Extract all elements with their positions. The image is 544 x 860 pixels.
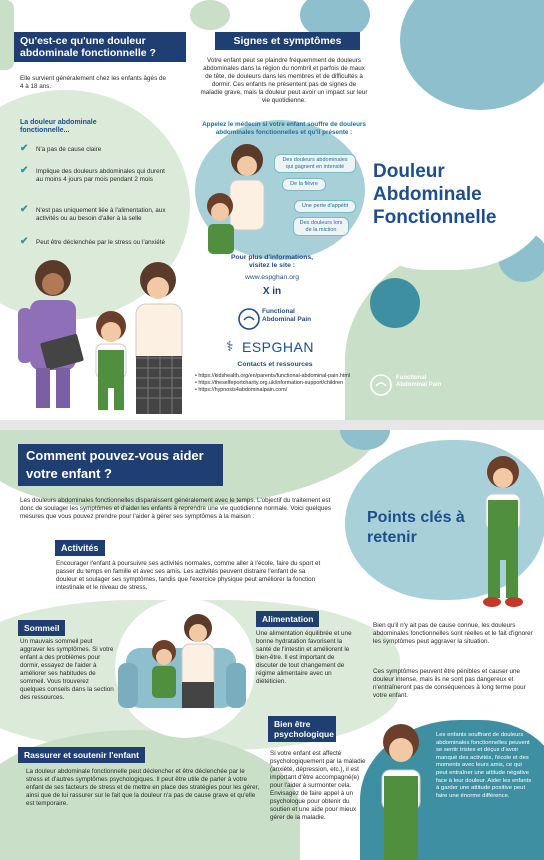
family-illustration xyxy=(8,258,198,418)
espghan-logo xyxy=(226,338,336,358)
sad-child-illustration xyxy=(470,450,536,615)
reassure-heading-text: Rassurer et soutenir l'enfant xyxy=(24,750,139,760)
signs-heading xyxy=(215,32,360,50)
cover-title: Douleur Abdominale Fonctionnelle xyxy=(373,161,497,228)
signs-heading-text: Signes et symptômes xyxy=(233,35,342,47)
website-link[interactable]: www.espghan.org xyxy=(244,274,300,281)
symptom-pill-3: Une perte d'appétit xyxy=(294,200,356,213)
brochure-page-2 xyxy=(0,430,544,860)
fap-logo xyxy=(238,306,328,336)
blue-blob-topright xyxy=(400,0,544,110)
cover-logo-text: Functional Abdominal Pain xyxy=(396,375,442,388)
help-intro: Les douleurs abdominales fonctionnelles disparaissent généralement avec le temps. L'objectif du traitement est donc de soulager les symptômes et d'aider les enfants à reprendre une vie quotidienne normale. Voici quelques mesures que vous pouvez prendre pour l'aider à gérer ses symptômes à la maison : xyxy=(20,497,331,520)
fap-logo-text: Functional Abdominal Pain xyxy=(262,308,312,323)
espghan-logo-text: ESPGHAN xyxy=(242,339,314,355)
check-icon: ✔ xyxy=(20,165,29,176)
resource-list xyxy=(195,373,360,394)
check-icon: ✔ xyxy=(20,236,29,247)
activities-text: Encourager l'enfant à poursuivre ses activités normales, comme aller à l'école, faire du sport et passer du temps en famille et avec ses amis. Les activités peuvent distraire l'enfant de sa douleur et soulager ses symptômes, tandis que l'exercice physique peut améliorer la fonction intestinale et le niveau de stress. xyxy=(56,560,321,591)
what-is-heading-text: Qu'est-ce qu'une douleur abdominale fonctionnelle ? xyxy=(20,35,156,59)
symptom-pill-1: Des douleurs abdominales qui gagnent en intensité xyxy=(274,154,356,173)
wellbeing-text: Si votre enfant est affecté psychologiquement par la maladie (anxiété, dépression, etc.), il est important d'être accompagné(e) pour l'aider à surmonter cela. Envisagez de faire appel à un psychologue pour obtenir du soutien et une aide pour mieux gérer de la maladie. xyxy=(270,750,366,821)
help-heading xyxy=(18,444,223,486)
mint-circle-top xyxy=(190,0,230,30)
fp-item-2: ✔ Implique des douleurs abdominales qui durent au moins 4 jours par mois pendant 2 mois xyxy=(20,165,165,183)
check-icon: ✔ xyxy=(20,204,29,215)
cover-logo xyxy=(370,372,470,402)
activities-heading-text: Activités xyxy=(61,543,99,553)
sleep-text: Un mauvais sommeil peut aggraver les symptômes. Si votre enfant a des problèmes pour dormir, essayez de l'aider à améliorer ses habitudes de sommeil. Vous trouverez quelques conseils dans la section des ressources. xyxy=(20,638,114,701)
sleep-heading-text: Sommeil xyxy=(24,623,60,633)
tummy-logo-icon xyxy=(370,374,392,396)
reassure-heading xyxy=(18,747,145,763)
check-icon: ✔ xyxy=(20,143,29,154)
food-text: Une alimentation équilibrée et une bonne hydratation favorisent la santé de l'intestin et améliorent le bien-être. Il est important de discuter de tout changement de régime alimentaire avec un diététicien. xyxy=(256,630,352,685)
brochure-page-1 xyxy=(0,0,544,420)
what-is-heading xyxy=(14,32,186,62)
signs-text: Votre enfant peut se plaindre fréquemment de douleurs abdominales dans la région du nombril et parfois de maux de tête, de douleurs dans les membres et de difficultés à dormir. Ces enfants ne présentent pas de signes de maladie grave, mais la douleur peut avoir un impact sur leur vie quotidienne. xyxy=(200,57,368,104)
parent-child-sofa-illustration xyxy=(118,608,248,723)
doctor-callout: Appelez le médecin si votre enfant souffre de douleurs abdominales fonctionnelles et qu'il présente : xyxy=(202,121,366,136)
what-is-intro: Elle survient généralement chez les enfants âgés de 4 à 18 ans. xyxy=(20,75,166,90)
help-heading-text: Comment pouvez-vous aider votre enfant ? xyxy=(26,448,204,481)
wellbeing-heading-text: Bien être psychologique xyxy=(274,719,334,739)
fp-item-4: ✔ Peut être déclenchée par le stress ou l'anxiété xyxy=(20,236,165,247)
page-separator xyxy=(0,420,544,430)
tummy-logo-icon xyxy=(238,308,260,330)
symptom-pill-4: Des douleurs lors de la miction xyxy=(293,217,349,236)
sick-child-illustration xyxy=(192,140,282,260)
activities-heading xyxy=(55,540,105,556)
teal-circle-right xyxy=(370,278,420,328)
more-info-text: Pour plus d'informations, visitez le site : xyxy=(230,254,314,269)
fp-heading: La douleur abdominale fonctionnelle... xyxy=(20,119,97,134)
social-icons[interactable]: X in xyxy=(262,286,282,297)
food-heading-text: Alimentation xyxy=(262,614,314,624)
keypoint-1: Bien qu'il n'y ait pas de cause connue, les douleurs abdominales fonctionnelles sont réelles et le fait d'ignorer les symptômes peut aggraver la situation. xyxy=(373,622,533,645)
resource-link-3[interactable]: • https://hypnosis4abdominalpain.com/ xyxy=(195,387,288,393)
keypoint-3: Les enfants souffrant de douleurs abdominales fonctionnelles peuvent se sentir tristes et déçus d'avoir manqué des activités, l'école et des moments avec leurs amis, ce qui peut entraîner une attitude négative face à leur douleur. Aider les enfants à garder une attitude positive peut faire une énorme différence. xyxy=(436,732,532,799)
crying-child-illustration xyxy=(368,720,434,860)
sleep-heading xyxy=(18,620,65,636)
wellbeing-heading xyxy=(268,716,336,742)
keypoints-title: Points clés à retenir xyxy=(367,509,465,546)
resource-link-2[interactable]: • https://theselfeportcharity.org.uk/information-support/children xyxy=(195,380,344,386)
espghan-emblem-icon: ⚕ xyxy=(226,338,234,354)
resource-link-1[interactable]: • https://kidshealth.org/en/parents/functional-abdominal-pain.html xyxy=(195,373,351,379)
fp-item-3: ✔ N'est pas uniquement liée à l'alimentation, aux activités ou au besoin d'aller à la selle xyxy=(20,204,166,222)
reassure-text: La douleur abdominale fonctionnelle peut déclencher et être déclenchée par le stress et d'autres symptômes psychologiques. Il peut être utile de parler à votre enfant de ses facteurs de stress et de mettre en place des stratégies pour les gérer, ainsi que de lui rassurer sur le fait que la douleur n'a pas de cause grave et qu'elle est temporaire. xyxy=(26,768,260,807)
food-heading xyxy=(256,611,319,627)
contacts-heading: Contacts et ressources xyxy=(237,361,313,368)
mint-strip-left xyxy=(0,0,14,70)
symptom-pill-2: De la fièvre xyxy=(282,178,326,191)
keypoint-2: Ces symptômes peuvent être pénibles et causer une douleur intense, mais ils ne sont pas dangereux et n'entraîneront pas de conséquences à long terme pour votre enfant. xyxy=(373,668,526,699)
fp-item-1: ✔ N'a pas de cause claire xyxy=(20,143,102,154)
